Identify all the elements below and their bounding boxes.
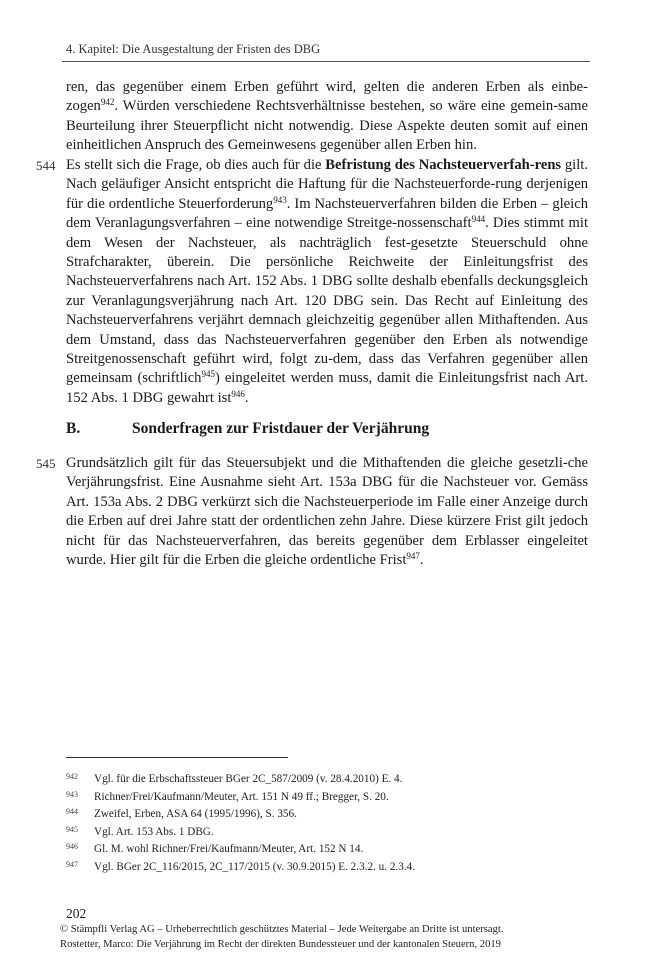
footnote-number: 946 — [66, 842, 78, 851]
paragraph-text: ren, das gegenüber einem Erben geführt wird, gelten die anderen Erben als einbe-zogen — [66, 79, 588, 115]
footnote-rule — [66, 757, 288, 758]
bold-term: Befristung des Nachsteuerverfah-rens — [325, 157, 562, 173]
paragraph-text: ) eingeleitet werden muss, damit die Einleitungsfrist nach Art. 152 Abs. 1 DBG gewahrt ist — [66, 370, 588, 406]
paragraph-text: . Würden verschiedene Rechtsverhältnisse bestehen, so wäre eine gemein-same Beurteilung ihrer Steuerpflicht nicht notwendig. Diese Aspekte deuten somit auf einen einheitlichen Anspruch des Gemeinwesens gegenüber allen Erben hin. — [66, 98, 588, 154]
paragraph-545 — [66, 454, 588, 570]
footnote-item — [66, 771, 586, 789]
footnote-item — [66, 859, 586, 877]
footnote-list — [66, 771, 586, 876]
section-title: Sonderfragen zur Fristdauer der Verjährung — [132, 420, 430, 437]
header-rule — [62, 61, 590, 62]
paragraph-544 — [66, 156, 588, 408]
footnote-item — [66, 824, 586, 842]
section-letter: B. — [66, 420, 81, 437]
footnote-text: Gl. M. wohl Richner/Frei/Kaufmann/Meuter, Art. 152 N 14. — [94, 843, 364, 855]
footer-line: © Stämpfli Verlag AG – Urheberrechtlich geschütztes Material – Jede Weitergabe an Dritte ist untersagt. — [60, 924, 504, 935]
footnote-ref: 947 — [406, 551, 420, 562]
paragraph-text: . — [419, 552, 424, 569]
page-number: 202 — [66, 906, 87, 921]
copyright-footer — [60, 922, 600, 952]
footnote-text: Vgl. für die Erbschaftssteuer BGer 2C_587/2009 (v. 28.4.2010) E. 4. — [94, 773, 403, 785]
footnote-ref: 943 — [273, 194, 287, 205]
margin-number-544: 544 — [36, 158, 56, 173]
paragraph-text: gilt. Nach geläufiger Ansicht entspricht die Haftung für die Nachsteuerforde-rung derjenigen für die ordentliche Steuerforderung — [66, 157, 588, 212]
footnote-number: 947 — [66, 859, 78, 869]
footnote-text: Richner/Frei/Kaufmann/Meuter, Art. 151 N 49 ff.; Bregger, S. 20. — [94, 790, 389, 803]
paragraph-text: Grundsätzlich gilt für das Steuersubjekt und die Mithaftenden die gleiche gesetzli-che Verjährungsfrist. Eine Ausnahme sieht Art. 153a DBG für die Nachsteuer vor. Gemäss Art. 153a Abs. 2 DBG verkürzt sich die Nachsteuerperiode im Falle einer Anzeige durch die Erben auf drei Jahre statt der ordentlichen zehn Jahre. Diese kürzere Frist gilt jedoch nicht für das Nachsteuerverfahren, das bereits gegenüber dem Erblasser eingeleitet wurde. Hier gilt für die Erben die gleiche ordentliche Frist — [66, 455, 588, 569]
footnote-text: Zweifel, Erben, ASA 64 (1995/1996), S. 356. — [94, 808, 297, 820]
footnote-item — [66, 789, 586, 807]
footnote-number: 945 — [66, 824, 78, 834]
footnote-item — [66, 841, 586, 859]
footnote-ref: 945 — [201, 369, 215, 380]
running-header: 4. Kapitel: Die Ausgestaltung der Fristen des DBG — [66, 42, 321, 56]
footnote-number: 942 — [66, 772, 78, 781]
footnote-text: Vgl. BGer 2C_116/2015, 2C_117/2015 (v. 30.9.2015) E. 2.3.2. u. 2.3.4. — [94, 860, 416, 873]
footnote-ref: 942 — [100, 97, 115, 108]
footnote-item — [66, 806, 586, 824]
margin-number-545: 545 — [36, 456, 56, 471]
paragraph-text: . Dies stimmt mit dem Wesen der Nachsteuer, als nachträglich fest-gesetzte Steuerschuld ohne Strafcharakter, überein. Die persönliche Reichweite der Einleitungsfrist des Nachsteuerverfahrens nach Art. 152 Abs. 1 DBG sollte deshalb ebenfalls deckungsgleich zur Veranlagungsverjährung nach Art. 120 DBG sein. Das Recht auf Einleitung des Nachsteuerverfahrens verjährt demnach gleichzeitig gegenüber allen Mithaftenden. Aus dem Umstand, dass das Nachsteuerverfahren gegenüber den Erben als notwendige Streitgenossenschaft geführt wird, folgt zu-dem, dass das Verfahren gegenüber allen gemeinsam (schriftlich — [66, 215, 588, 387]
footnote-ref: 946 — [231, 388, 245, 399]
paragraph-continued — [66, 78, 588, 156]
footnote-ref: 944 — [471, 214, 486, 225]
footnote-text: Vgl. Art. 153 Abs. 1 DBG. — [94, 825, 214, 838]
footnote-number: 943 — [66, 789, 78, 799]
paragraph-text: . — [244, 389, 249, 406]
paragraph-text: Es stellt sich die Frage, ob dies auch für die — [66, 157, 326, 173]
paragraph-text: . Im Nachsteuerverfahren bilden die Erben – gleich dem Veranlagungsverfahren – eine notwendige Streitge-nossenschaft — [66, 195, 588, 232]
footnote-number: 944 — [66, 807, 78, 816]
footer-line: Rostetter, Marco: Die Verjährung im Recht der direkten Bundessteuer und der kantonalen Steuern, 2019 — [60, 939, 501, 950]
